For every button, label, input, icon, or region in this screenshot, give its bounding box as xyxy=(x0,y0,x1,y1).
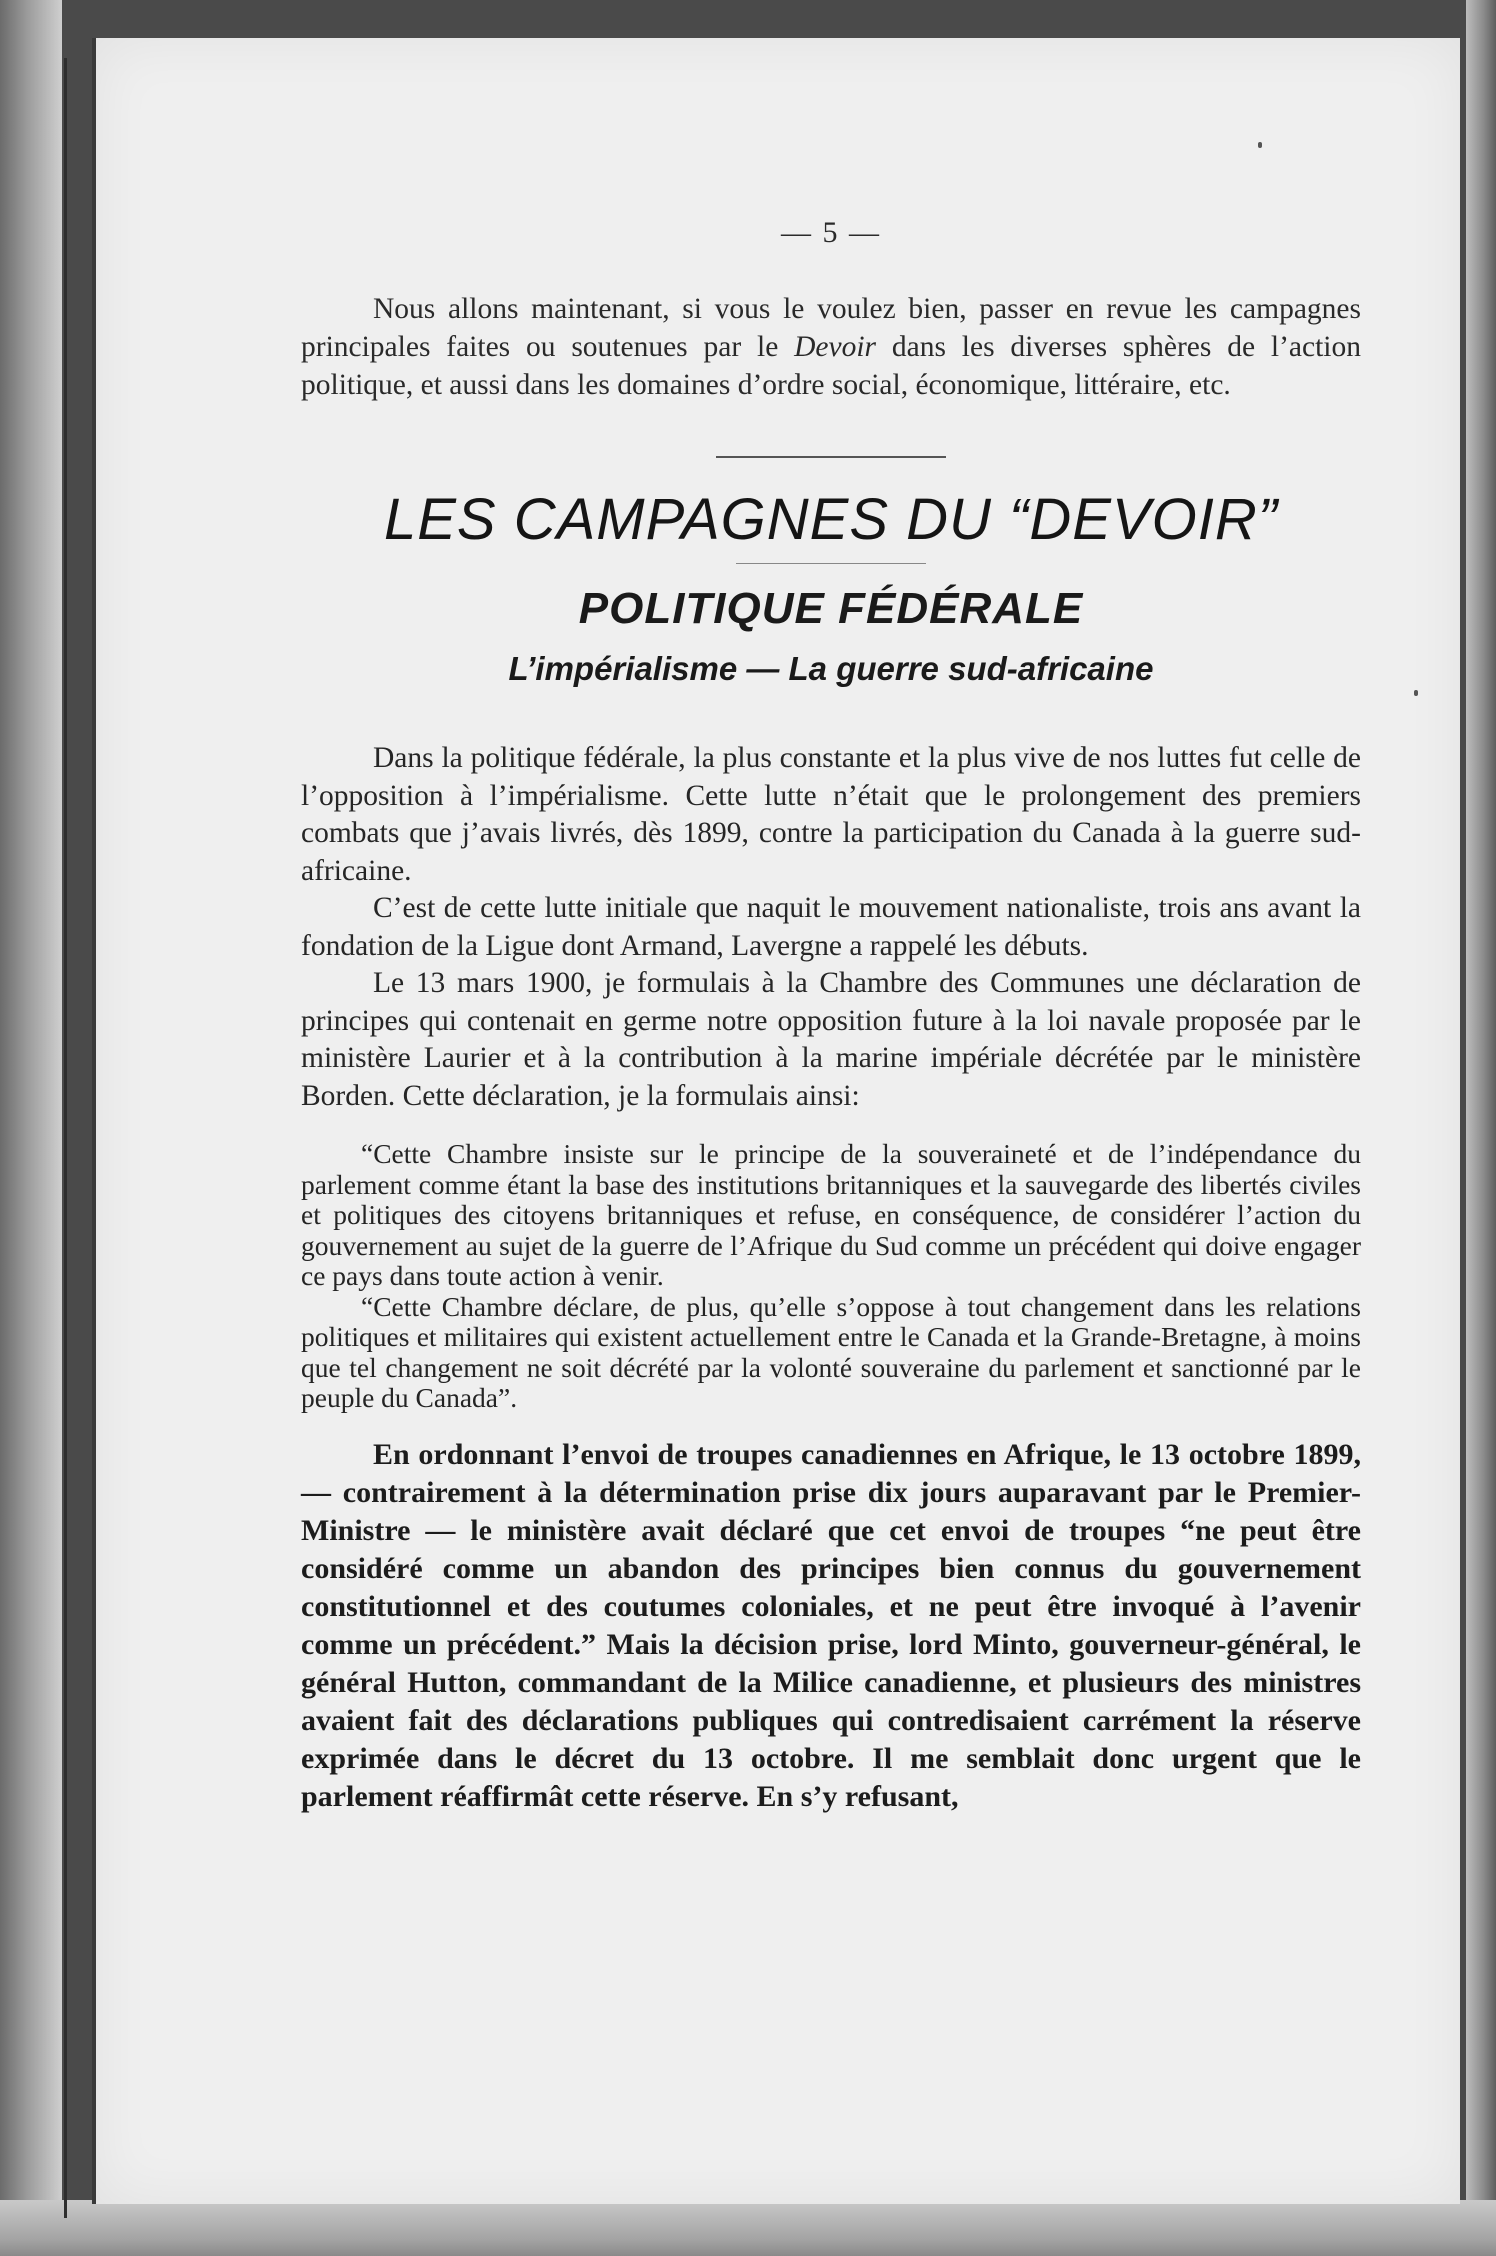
intro-text-start: Nous allons maintenant, si vous le voulez bien, passer en revue les campagnes principales faites ou soutenues par le xyxy=(301,293,1361,363)
page-content xyxy=(301,188,1361,1816)
title-divider xyxy=(736,563,926,564)
quote-paragraph: “Cette Chambre déclare, de plus, qu’elle s’oppose à tout changement dans les relations politiques et militaires qui existent actuellement entre le Canada et la Grande-Bretagne, à moins que tel changement ne soit décrété par la volonté souveraine du parlement et sanctionné par le peuple du Canada”. xyxy=(301,1290,1361,1413)
scan-border-bottom xyxy=(0,2200,1496,2256)
page-number: — 5 — xyxy=(781,216,881,249)
document-page xyxy=(92,38,1460,2204)
intro-text-italic: Devoir xyxy=(794,331,877,363)
body-paragraph: C’est de cette lutte initiale que naquit le mouvement nationaliste, trois ans avant la fondation de la Ligue dont Armand, Lavergne a rappelé les débuts. xyxy=(301,892,1361,962)
quoted-declaration xyxy=(301,1139,1361,1414)
section-divider xyxy=(716,456,946,458)
body-paragraph: Le 13 mars 1900, je formulais à la Chambre des Communes une déclaration de principes qui contenait en germe notre opposition future à la loi navale proposée par le ministère Laurier et à la contribution à la marine impériale décrétée par le ministère Borden. Cette déclaration, je la formulais ainsi: xyxy=(301,967,1361,1112)
scan-border-right xyxy=(1466,0,1496,2256)
scan-speck xyxy=(1258,142,1262,148)
sub-title: L’impérialisme — La guerre sud-africaine xyxy=(508,650,1154,687)
main-title: LES CAMPAGNES DU “DEVOIR” xyxy=(383,487,1279,552)
intro-paragraph xyxy=(301,290,1361,404)
body-paragraph: Dans la politique fédérale, la plus constante et la plus vive de nos luttes fut celle de l’opposition à l’impérialisme. Cette lutte n’était que le prolongement des premiers combats que j’avais livrés, dès 1899, contre la participation du Canada à la guerre sud-africaine. xyxy=(301,742,1361,887)
section-title: POLITIQUE FÉDÉRALE xyxy=(578,584,1084,633)
quote-paragraph: “Cette Chambre insiste sur le principe de la souveraineté et de l’indépendance du parlement comme étant la base des institutions britanniques et la sauvegarde des libertés civiles et politiques des citoyens britanniques et refuse, en conséquence, de considérer l’action du gouvernement au sujet de la guerre de l’Afrique du Sud comme un précédent qui doive engager ce pays dans toute action à venir. xyxy=(301,1138,1361,1291)
closing-paragraph: En ordonnant l’envoi de troupes canadiennes en Afrique, le 13 octobre 1899, — contrairement à la détermination prise dix jours auparavant par le Premier-Ministre — le ministère avait déclaré que cet envoi de troupes “ne peut être considéré comme un abandon des principes bien connus du gouvernement constitutionnel et des coutumes coloniales, et ne peut être invoqué à l’avenir comme un précédent.” Mais la décision prise, lord Minto, gouverneur-général, le général Hutton, commandant de la Milice canadienne, et plusieurs des ministres avaient fait des déclarations publiques qui contredisaient carrément la réserve exprimée dans le décret du 13 octobre. Il me semblait donc urgent que le parlement réaffirmât cette réserve. En s’y refusant, xyxy=(301,1437,1361,1813)
intro-text-end: dans les diverses sphères de l’action politique, et aussi dans les domaines d’ordre social, économique, littéraire, etc. xyxy=(301,331,1361,401)
scan-border-left xyxy=(0,0,62,2256)
scan-speck xyxy=(1414,690,1418,696)
binding-gutter xyxy=(64,58,67,2218)
